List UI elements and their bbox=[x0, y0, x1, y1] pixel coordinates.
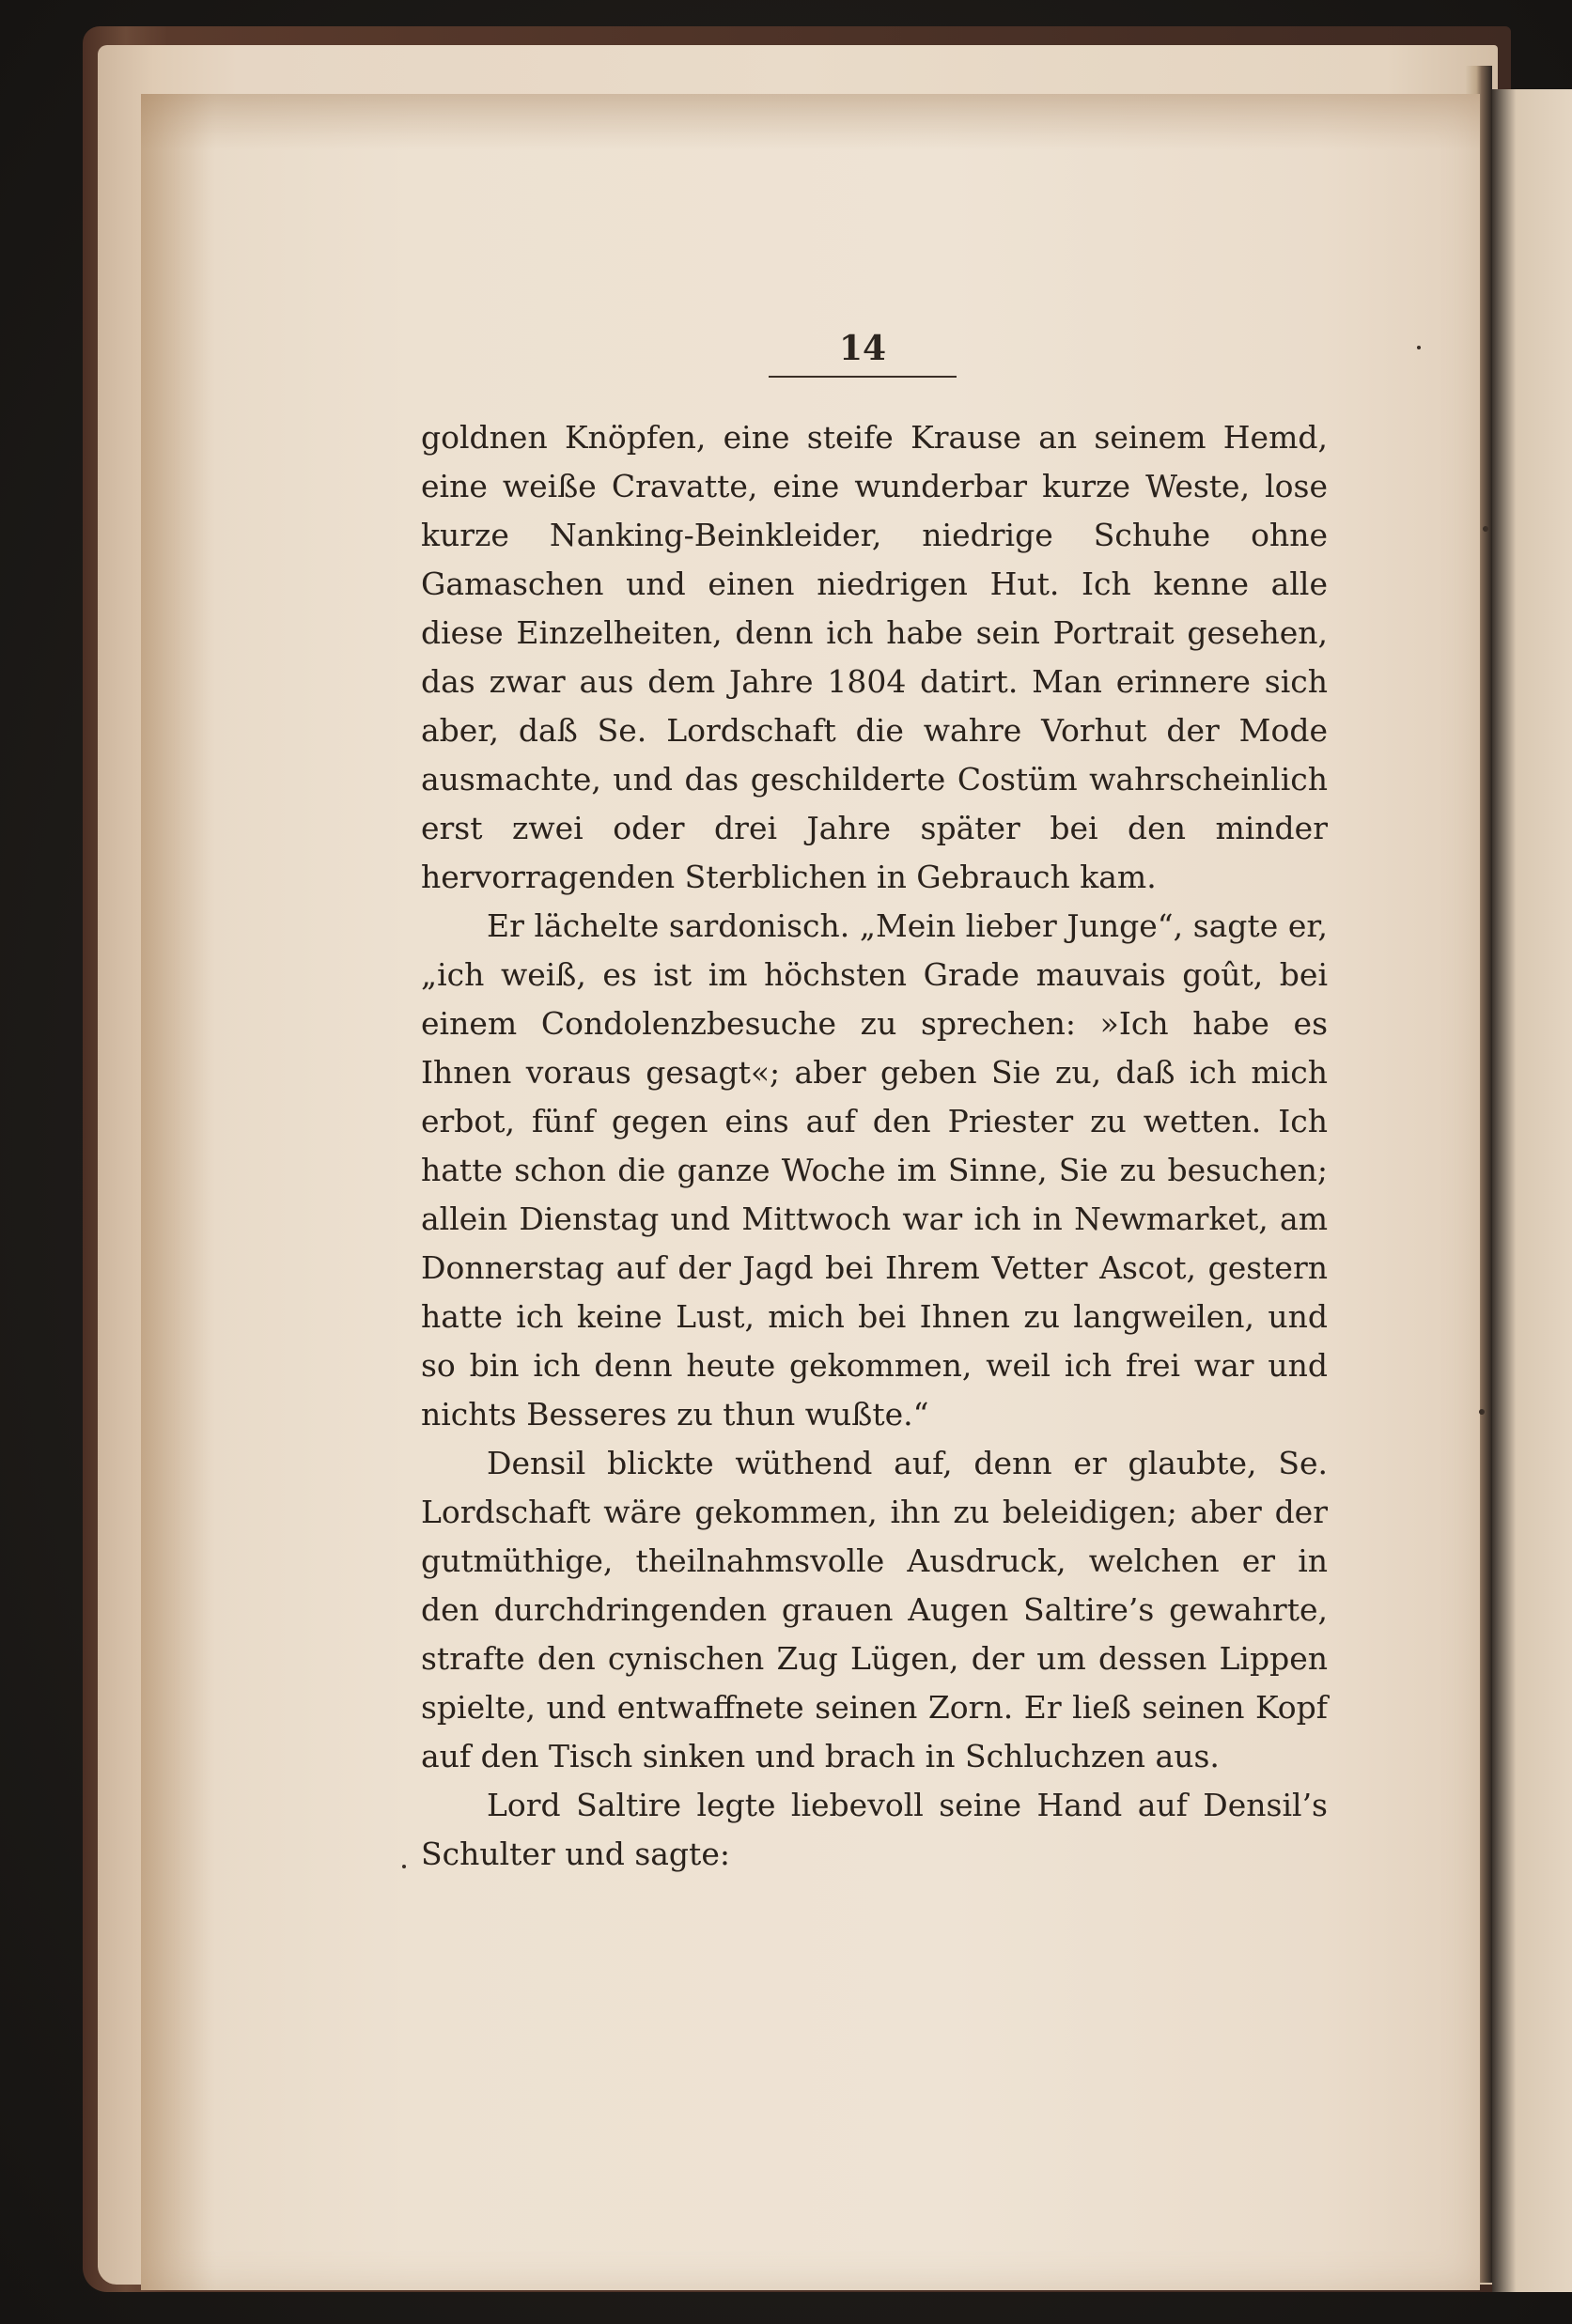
ink-speck bbox=[1417, 346, 1421, 349]
paragraph: Er lächelte sardonisch. „Mein lieber Junge“, sagte er, „ich weiß, es ist im höchsten Grade mauvais goût, bei einem Condolenzbesuche zu sprechen: »Ich habe es Ihnen voraus gesagt«; aber geben Sie zu, daß ich mich erbot, fünf gegen eins auf den Priester zu wetten. Ich hatte schon die ganze Woche im Sinne, Sie zu besuchen; allein Dienstag und Mittwoch war ich in Newmarket, am Donnerstag auf der Jagd bei Ihrem Vetter Ascot, gestern hatte ich keine Lust, mich bei Ihnen zu langweilen, und so bin ich denn heute gekommen, weil ich frei war und nichts Besseres zu thun wußte.“ bbox=[421, 907, 1328, 1433]
page-stain-left bbox=[141, 94, 216, 2290]
paragraph: goldnen Knöpfen, eine steife Krause an seinem Hemd, eine weiße Cravatte, eine wunderbar kurze Weste, lose kurze Nanking-Beinkleider, niedrige Schuhe ohne Gamaschen und einen niedrigen Hut. Ich kenne alle diese Einzelheiten, denn ich habe sein Portrait gesehen, das zwar aus dem Jahre 1804 datirt. Man erinnere sich aber, daß Se. Lordschaft die wahre Vorhut der Mode ausmachte, und das geschilderte Costüm wahrscheinlich erst zwei oder drei Jahre später bei den minder hervorragenden Sterblichen in Gebrauch kam. bbox=[421, 419, 1328, 895]
page-number: 14 bbox=[838, 329, 887, 368]
paragraph: Densil blickte wüthend auf, denn er glaubte, Se. Lordschaft wäre gekommen, ihn zu beleidigen; aber der gutmüthige, theilnahmsvolle Ausdruck, welchen er in den durchdringenden grauen Augen Saltire’s gewahrte, strafte den cynischen Zug Lügen, der um dessen Lippen spielte, und entwaffnete seinen Zorn. Er ließ seinen Kopf auf den Tisch sinken und brach in Schluchzen aus. bbox=[421, 1445, 1328, 1774]
ink-speck bbox=[1483, 526, 1488, 532]
paragraph: Lord Saltire legte liebevoll seine Hand auf Densil’s Schulter und sagte: bbox=[421, 1787, 1328, 1872]
facing-page-edge bbox=[1492, 89, 1572, 2292]
body-text bbox=[421, 413, 1328, 1879]
ink-speck bbox=[1479, 1409, 1485, 1415]
page-number-rule bbox=[769, 376, 957, 378]
page-stain-top bbox=[141, 94, 1480, 150]
ink-speck bbox=[402, 1865, 406, 1868]
